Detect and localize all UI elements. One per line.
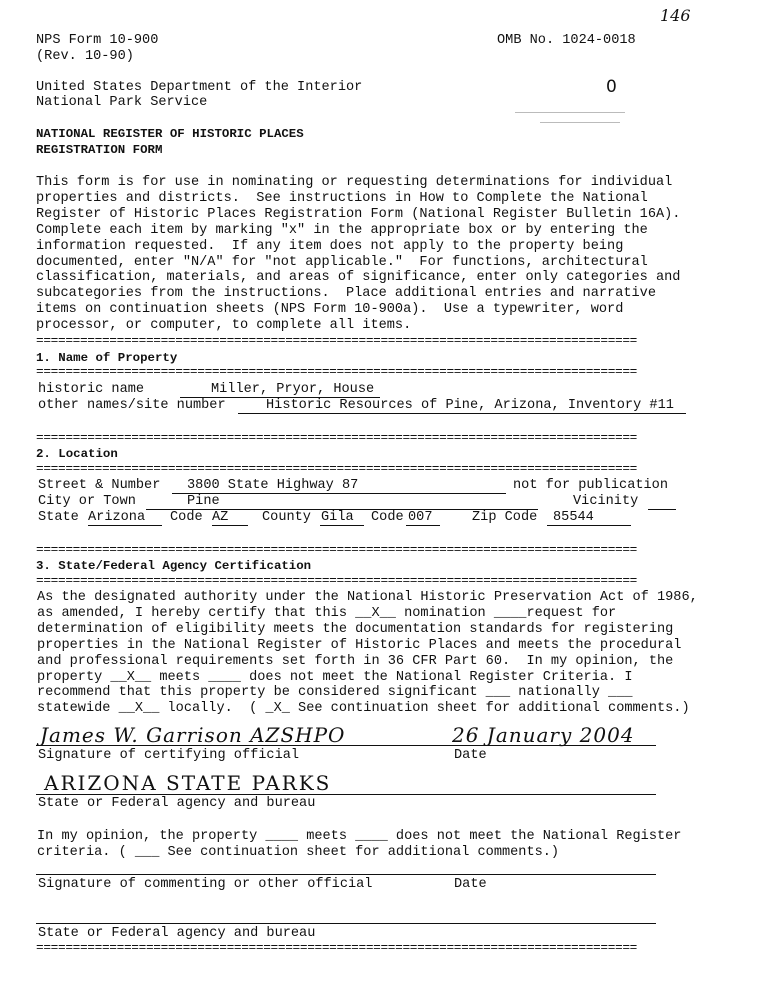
not-for-publication-label: not for publication [513,478,668,493]
vicinity-field[interactable] [648,494,676,510]
state-value: Arizona [88,510,146,525]
section-rule: ================================================================================== [36,944,638,952]
street-label: Street & Number [38,478,161,493]
instructions-line: information requested. If any item does not apply to the property being [36,238,624,254]
county-value: Gila [321,510,354,525]
historic-name-label: historic name [38,382,145,397]
section-rule: ================================================================================== [36,577,638,585]
commenting-date-label: Date [454,877,487,892]
certification-line: property __X__ meets ____ does not meet the National Register Criteria. I [37,669,633,685]
form-revision: (Rev. 10-90) [36,49,134,64]
historic-name-value: Miller, Pryor, House [211,382,375,397]
instructions-paragraph [36,175,726,334]
state-code-label: Code [170,510,203,525]
agency2-label: State or Federal agency and bureau [38,926,316,941]
instructions-line: subcategories from the instructions. Place additional entries and narrative [36,286,656,302]
agency-line[interactable] [36,793,656,795]
instructions-line: classification, materials, and areas of significance, enter only categories and [36,270,681,286]
city-label: City or Town [38,494,136,509]
certification-line: determination of eligibility meets the documentation standards for registering [37,621,674,637]
section3-heading: 3. State/Federal Agency Certification [36,559,312,573]
handwritten-signature: James W. Garrison AZSHPO [40,723,346,747]
vicinity-label: Vicinity [573,494,639,509]
instructions-line: properties and districts. See instructions in How to Complete the National [36,190,648,206]
instructions-line: items on continuation sheets (NPS Form 10-900a). Use a typewriter, word [36,302,624,318]
instructions-line: documented, enter "N/A" for "not applicable." For functions, architectural [36,254,648,270]
opinion-line: criteria. ( ___ See continuation sheet for additional comments.) [37,844,560,860]
section1-heading: 1. Name of Property [36,351,178,365]
form-number: NPS Form 10-900 [36,33,159,48]
date-label: Date [454,748,487,763]
zip-value: 85544 [553,510,594,525]
certification-line: as amended, I hereby certify that this __X__ nomination ____request for [37,605,617,621]
certification-paragraph [37,590,737,717]
stamp-number: 0 [606,77,617,97]
signature-label: Signature of certifying official [38,748,300,763]
faint-stamp-mark [515,112,625,113]
section-rule: ================================================================================== [36,434,638,442]
faint-stamp-mark [540,122,620,123]
corner-handwritten-mark: 146 [660,6,691,25]
opinion-paragraph [37,829,737,861]
certification-line: recommend that this property be considered significant ___ nationally ___ [37,685,633,701]
handwritten-agency: ARIZONA STATE PARKS [44,771,332,795]
instructions-line: Complete each item by marking "x" in the appropriate box or by entering the [36,222,648,238]
agency-name: United States Department of the Interior [36,80,363,95]
section-rule: ================================================================================== [36,337,638,345]
form-title-line1: NATIONAL REGISTER OF HISTORIC PLACES [36,127,304,141]
other-names-value: Historic Resources of Pine, Arizona, Inventory #11 [266,398,674,413]
instructions-line: Register of Historic Places Registration Form (National Register Bulletin 16A). [36,206,681,222]
certification-line: As the designated authority under the National Historic Preservation Act of 1986, [37,590,698,605]
state-code-value: AZ [212,510,229,525]
county-code-value: 007 [408,510,433,525]
certification-line: and professional requirements set forth in 36 CFR Part 60. In my opinion, the [37,653,674,669]
street-value: 3800 State Highway 87 [187,478,359,493]
agency2-line[interactable] [36,922,656,924]
handwritten-date: 26 January 2004 [452,723,635,747]
section-rule: ================================================================================== [36,368,638,376]
county-label: County [262,510,311,525]
section2-heading: 2. Location [36,447,118,461]
county-code-label: Code [371,510,404,525]
other-names-label: other names/site number [38,398,226,413]
commenting-signature-label: Signature of commenting or other official [38,877,373,892]
commenting-signature-line[interactable] [36,873,656,875]
state-label: State [38,510,79,525]
opinion-line: In my opinion, the property ____ meets ____ does not meet the National Register [37,829,682,844]
zip-label: Zip Code [472,510,538,525]
section-rule: ================================================================================== [36,546,638,554]
signature-line[interactable] [36,744,656,746]
service-name: National Park Service [36,95,208,110]
omb-number: OMB No. 1024-0018 [497,33,636,48]
form-title-line2: REGISTRATION FORM [36,143,163,157]
section-rule: ================================================================================== [36,465,638,473]
instructions-line: processor, or computer, to complete all items. [36,318,412,334]
instructions-line: This form is for use in nominating or requesting determinations for individual [36,175,673,190]
city-value: Pine [187,494,220,509]
certification-line: statewide __X__ locally. ( _X_ See continuation sheet for additional comments.) [37,701,690,717]
agency-label: State or Federal agency and bureau [38,796,316,811]
certification-line: properties in the National Register of Historic Places and meets the procedural [37,637,682,653]
